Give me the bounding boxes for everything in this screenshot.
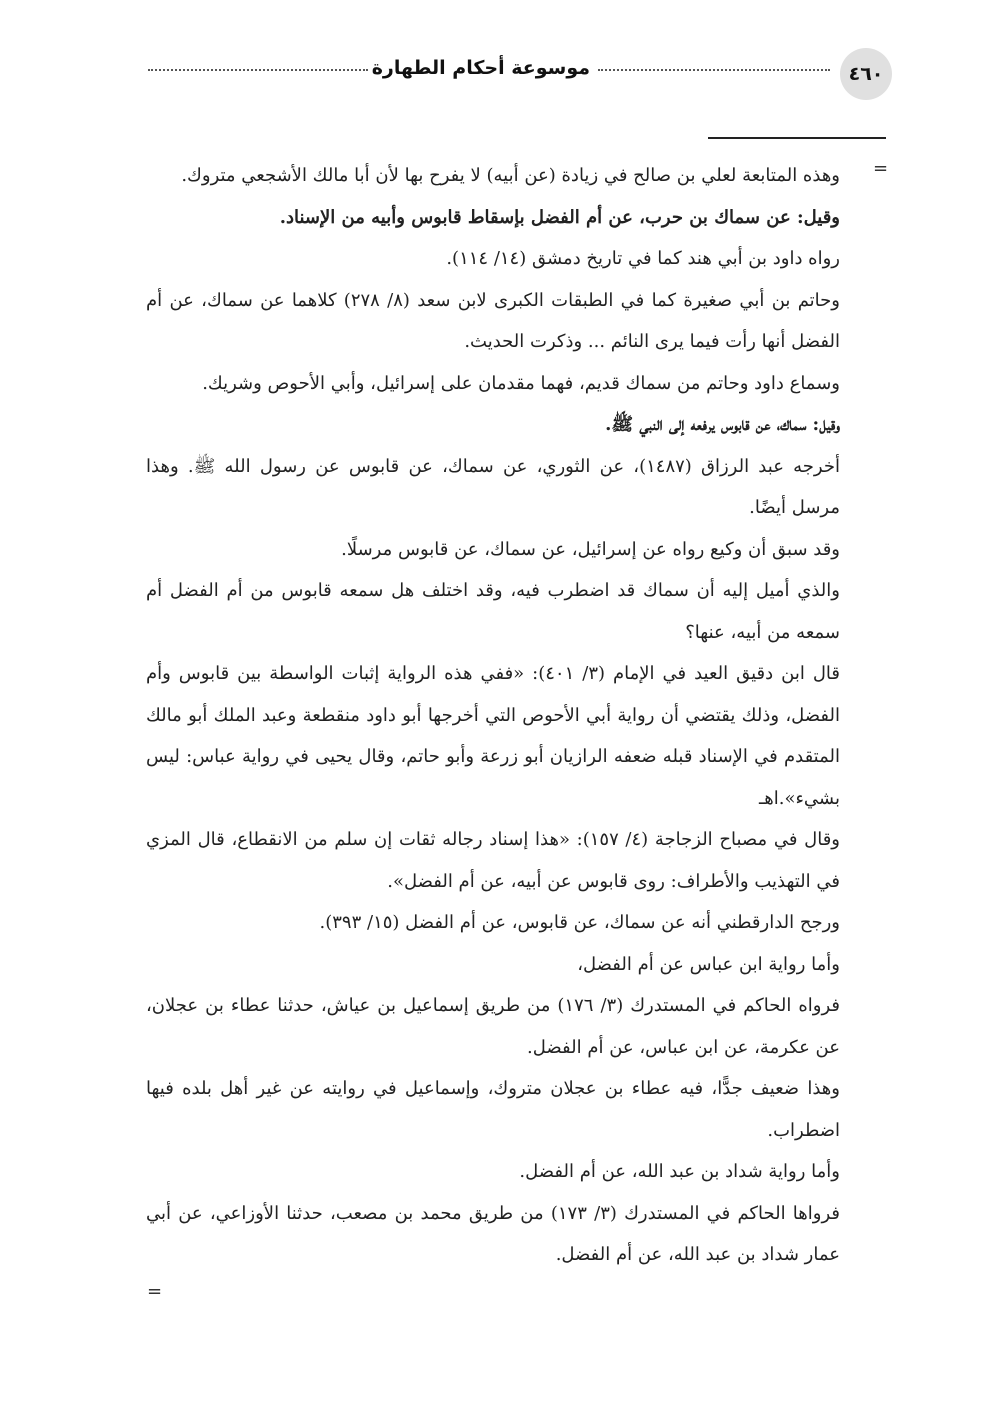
header-dotted-line-left (148, 69, 368, 71)
footnote-body (146, 155, 840, 1276)
paragraph: رواه داود بن أبي هند كما في تاريخ دمشق (١٤/ ١١٤). (446, 248, 840, 269)
paragraph-heading: وقيل: عن سماك بن حرب، عن أم الفضل بإسقاط قابوس وأبيه من الإسناد. (279, 206, 840, 228)
continuation-mark-bottom: = (147, 1281, 163, 1302)
paragraph: وحاتم بن أبي صغيرة كما في الطبقات الكبرى لابن سعد (٨/ ٢٧٨) كلاهما عن سماك، عن أم الفضل أنها رأت فيما يرى النائم ... وذكرت الحديث. (146, 289, 840, 352)
header-dotted-line-right (598, 69, 830, 71)
paragraph: وقد سبق أن وكيع رواه عن إسرائيل، عن سماك، عن قابوس مرسلًا. (341, 538, 840, 560)
paragraph-heading: وقيل: سماك، عن قابوس يرفعه إلى النبي ﷺ. (605, 414, 840, 435)
paragraph: وقال في مصباح الزجاجة (٤/ ١٥٧): «هذا إسناد رجاله ثقات إن سلم من الانقطاع، قال المزي في التهذيب والأطراف: روى قابوس عن أبيه، عن أم الفضل». (146, 829, 840, 892)
paragraph: وأما رواية ابن عباس عن أم الفضل، (577, 953, 840, 975)
book-title: موسوعة أحكام الطهارة (371, 57, 590, 79)
paragraph: فرواه الحاكم في المستدرك (٣/ ١٧٦) من طريق إسماعيل بن عياش، حدثنا عطاء بن عجلان، عن عكرمة، عن ابن عباس، عن أم الفضل. (146, 995, 840, 1058)
paragraph: وأما رواية شداد بن عبد الله، عن أم الفضل. (519, 1161, 840, 1182)
footnote-separator (708, 137, 886, 139)
paragraph: وسماع داود وحاتم من سماك قديم، فهما مقدمان على إسرائيل، وأبي الأحوص وشريك. (202, 372, 840, 394)
paragraph: فرواها الحاكم في المستدرك (٣/ ١٧٣) من طريق محمد بن مصعب، حدثنا الأوزاعي، عن أبي عمار شداد بن عبد الله، عن أم الفضل. (146, 1202, 841, 1265)
page-header (140, 40, 892, 110)
paragraph: والذي أميل إليه أن سماك قد اضطرب فيه، وقد اختلف هل سمعه قابوس من أم الفضل أم سمعه من أبيه، عنها؟ (146, 580, 840, 643)
page-number: ٤٦٠ (840, 48, 892, 100)
paragraph: ورجح الدارقطني أنه عن سماك، عن قابوس، عن أم الفضل (١٥/ ٣٩٣). (319, 912, 840, 933)
paragraph: أخرجه عبد الرزاق (١٤٨٧)، عن الثوري، عن سماك، عن قابوس عن رسول الله ﷺ. وهذا مرسل أيضًا. (146, 455, 840, 518)
paragraph: وهذه المتابعة لعلي بن صالح في زيادة (عن أبيه) لا يفرح بها لأن أبا مالك الأشجعي متروك. (181, 165, 840, 186)
continuation-mark-top: = (873, 158, 889, 179)
paragraph: وهذا ضعيف جدًّا، فيه عطاء بن عجلان متروك، وإسماعيل في روايته عن غير أهل بلده فيها اضطراب. (146, 1078, 840, 1141)
paragraph: قال ابن دقيق العيد في الإمام (٣/ ٤٠١): «ففي هذه الرواية إثبات الواسطة بين قابوس وأم الفضل، وذلك يقتضي أن رواية أبي الأحوص التي أخرجها أبو داود منقطعة وعبد الملك أبو مالك المتقدم في الإسناد قبله ضعفه الرازيان أبو زرعة وأبو حاتم، وقال يحيى في رواية عباس: ليس بشيء».اهـ (146, 663, 841, 809)
